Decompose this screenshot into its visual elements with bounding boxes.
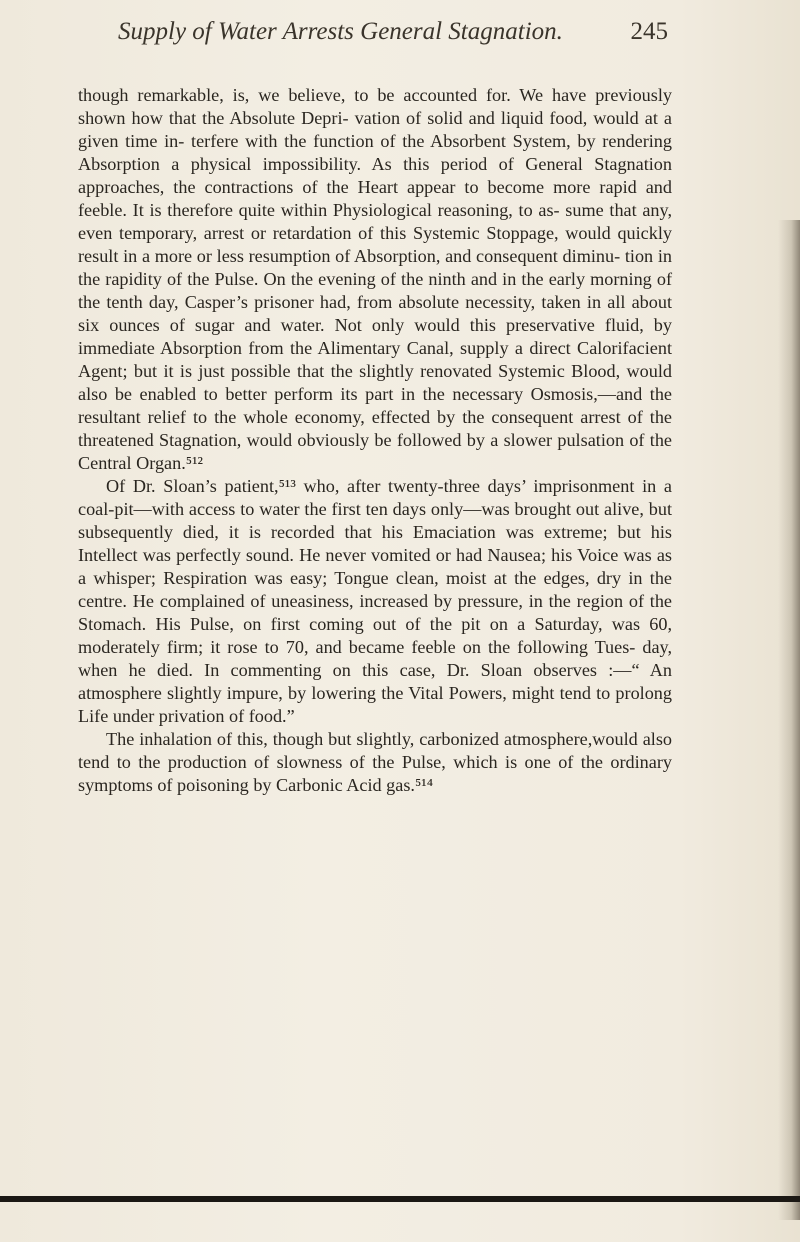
paragraph-2: Of Dr. Sloan’s patient,⁵¹³ who, after twenty-three days’ imprisonment in a coal-pit—with access to water the first ten days only—was brought out alive, but subsequently died, it is recorded that his Emaciation was extreme; but his Intellect was perfectly sound. He never vomited or had Nausea; his Voice was as a whisper; Respiration was easy; Tongue clean, moist at the edges, dry in the centre. He complained of uneasiness, increased by pressure, in the region of the Stomach. His Pulse, on first coming out of the pit on a Saturday, was 60, moderately firm; it rose to 70, and became feeble on the following Tues- day, when he died. In commenting on this case, Dr. Sloan observes :—“ An atmosphere slightly impure, by lowering the Vital Powers, might tend to prolong Life under privation of food.” (78, 476, 672, 726)
page-number: 245 (630, 18, 668, 45)
running-title: Supply of Water Arrests General Stagnation. (118, 18, 563, 45)
paragraph-1: though remarkable, is, we believe, to be accounted for. We have previously shown how that the Absolute Depri- vation of solid and liquid food, would at a given time in- terfere with the function of the Absorbent System, by rendering Absorption a physical impossibility. As this period of General Stagnation approaches, the contractions of the Heart appear to become more rapid and feeble. It is therefore quite within Physiological reasoning, to as- sume that any, even temporary, arrest or retardation of this Systemic Stoppage, would quickly result in a more or less resumption of Absorption, and consequent diminu- tion in the rapidity of the Pulse. On the evening of the ninth and in the early morning of the tenth day, Casper’s prisoner had, from absolute necessity, taken in all about six ounces of sugar and water. Not only would this preservative fluid, by immediate Absorption from the Alimentary Canal, supply a direct Calorifacient Agent; but it is just possible that the slightly renovated Systemic Blood, would also be enabled to better perform its part in the necessary Osmosis,—and the resultant relief to the whole economy, effected by the consequent arrest of the threatened Stagnation, would obviously be followed by a slower pulsation of the Central Organ.⁵¹² (78, 85, 672, 473)
bottom-rule (0, 1196, 800, 1202)
paragraph-3: The inhalation of this, though but slightly, carbonized atmosphere,would also tend to the production of slowness of the Pulse, which is one of the ordinary symptoms of poisoning by Carbonic Acid gas.⁵¹⁴ (78, 729, 672, 795)
page-edge-shadow (778, 220, 800, 1220)
body-text (78, 84, 672, 797)
running-header (118, 14, 668, 50)
